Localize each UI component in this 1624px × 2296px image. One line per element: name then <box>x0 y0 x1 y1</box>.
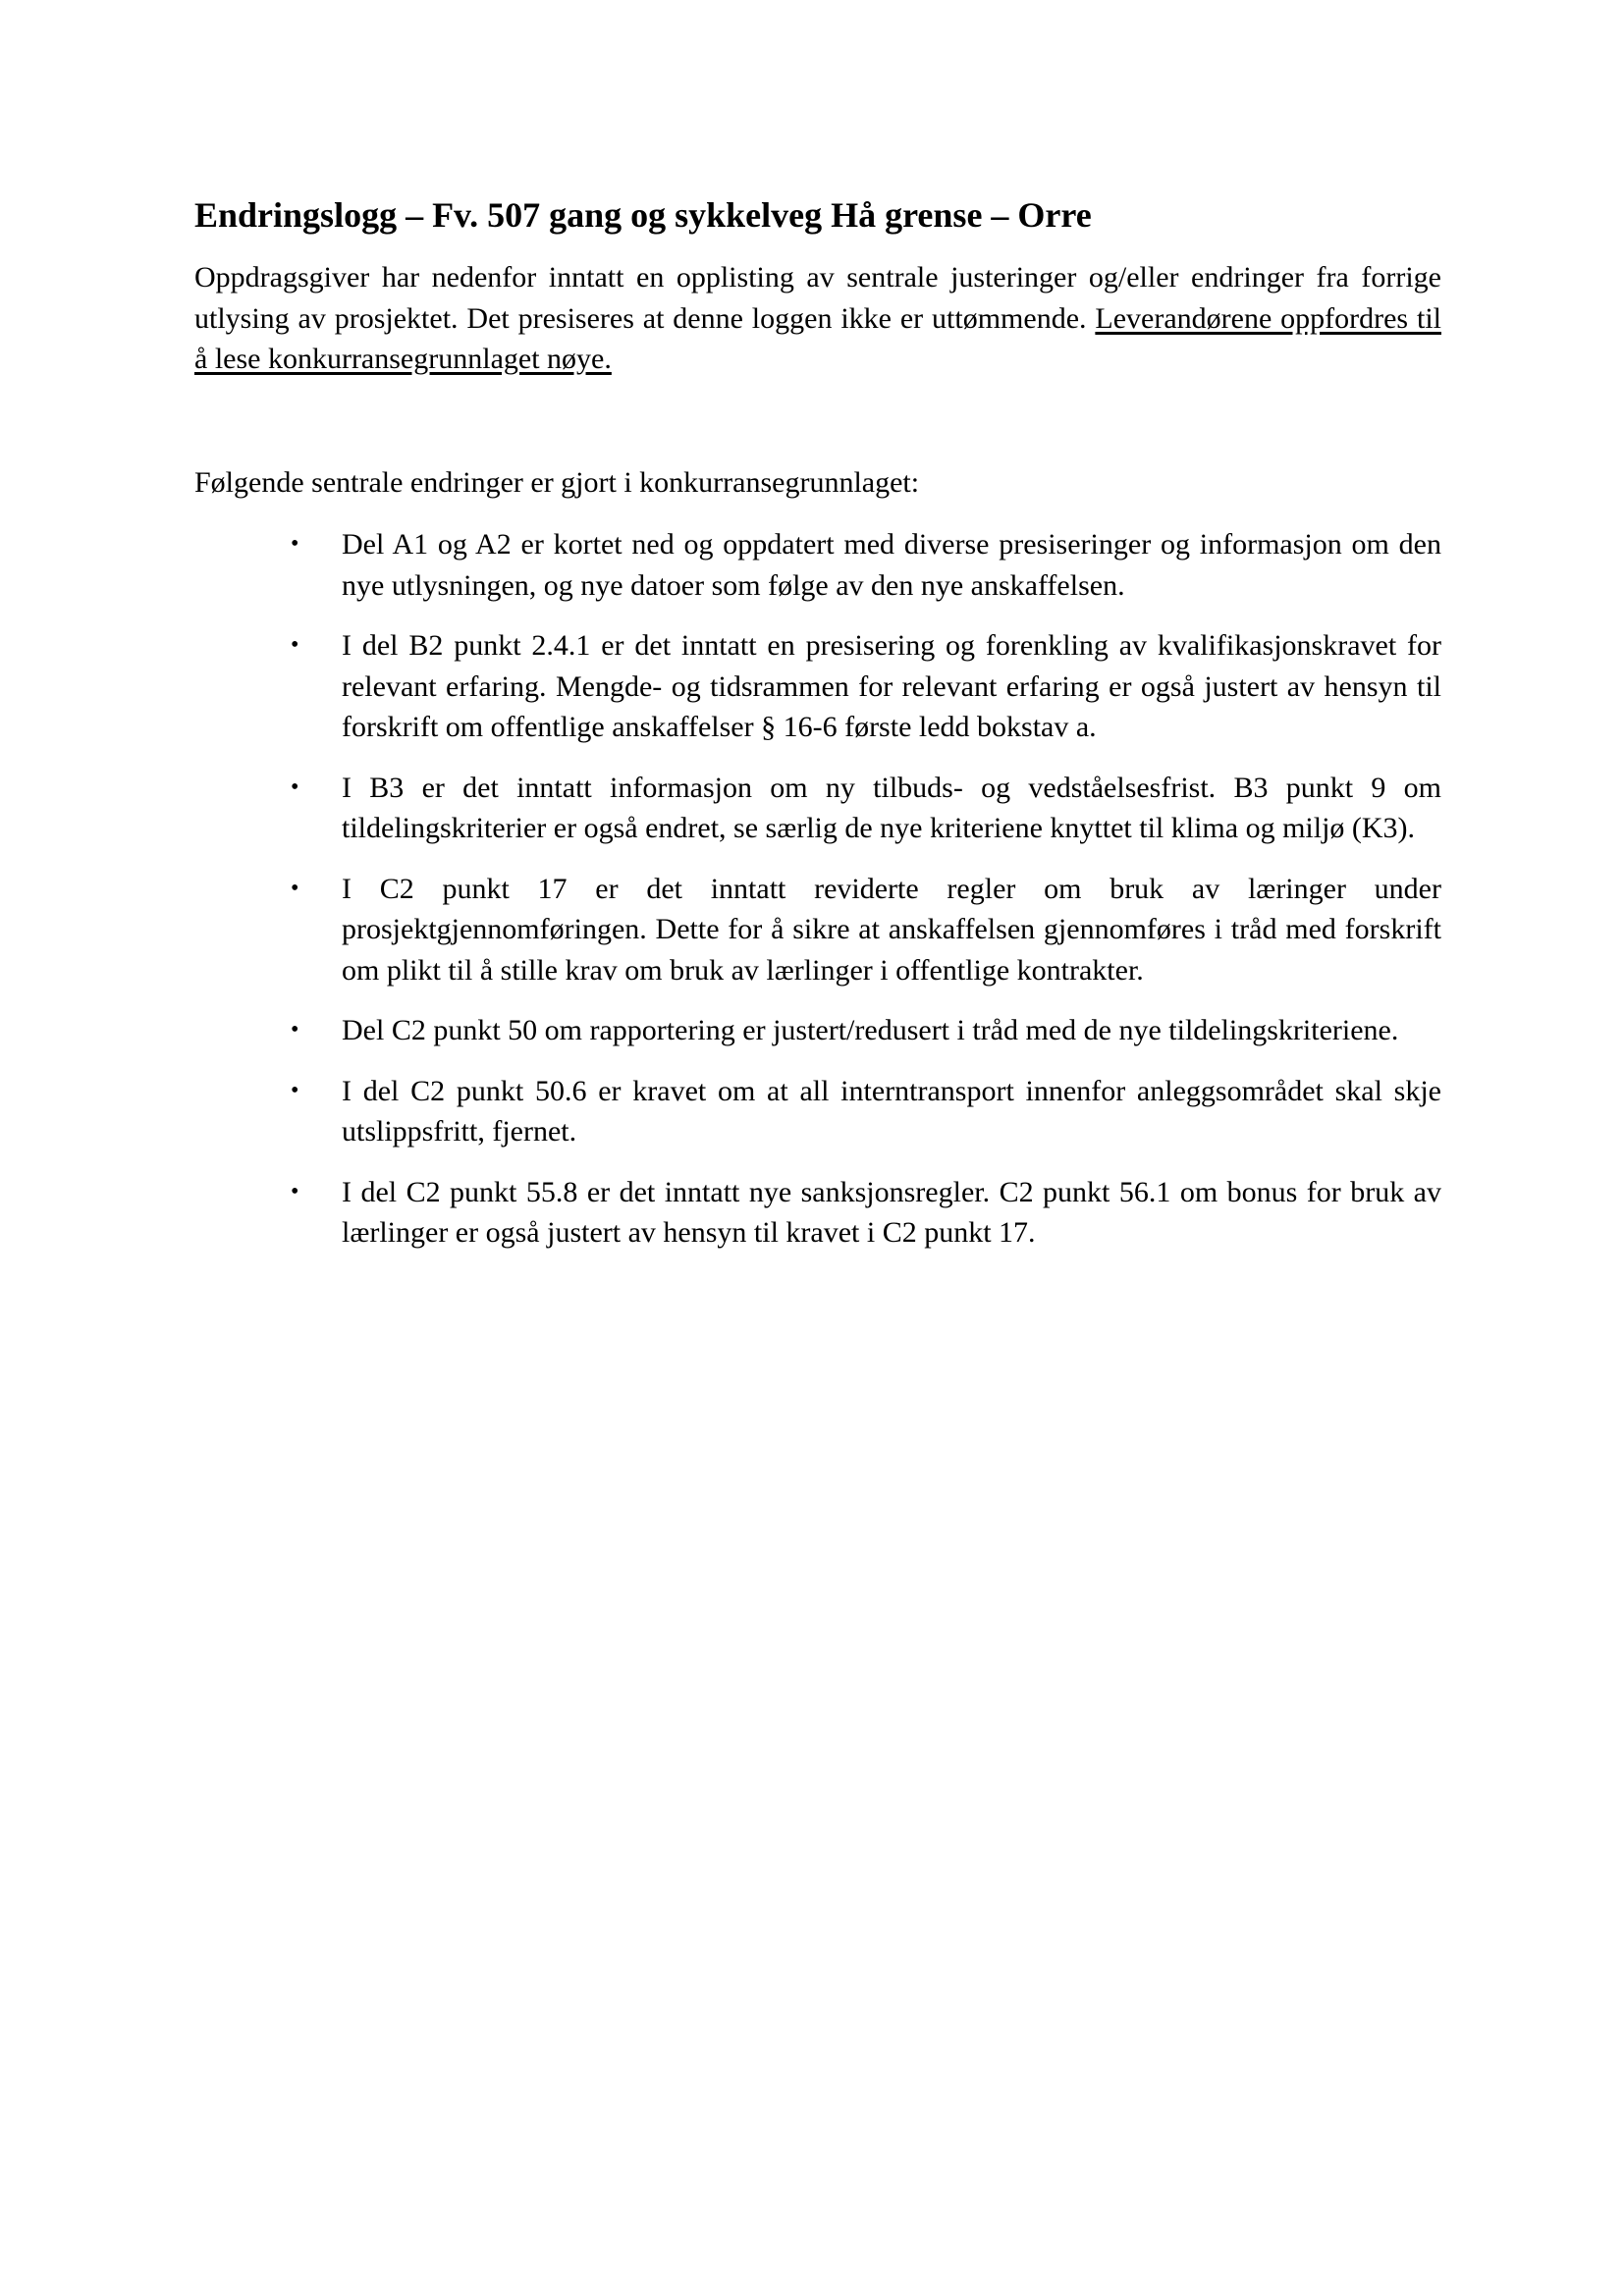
change-item-text: I B3 er det inntatt informasjon om ny tilbuds- og vedståelsesfrist. B3 punkt 9 om tildelingskriterier er også endret, se særlig de nye kriteriene knyttet til klima og miljø (K3). <box>342 771 1441 844</box>
change-item-text: I del B2 punkt 2.4.1 er det inntatt en presisering og forenkling av kvalifikasjonskravet for relevant erfaring. Mengde- og tidsrammen for relevant erfaring er også justert av hensyn til forskrift om offentlige anskaffelser § 16-6 første ledd bokstav a. <box>342 629 1441 743</box>
change-item <box>194 869 1441 991</box>
document-title: Endringslogg – Fv. 507 gang og sykkelveg Hå grense – Orre <box>194 195 1092 235</box>
bullet-icon: • <box>291 1017 299 1042</box>
change-item-text: Del A1 og A2 er kortet ned og oppdatert med diverse presiseringer og informasjon om den nye utlysningen, og nye datoer som følge av den nye anskaffelsen. <box>342 528 1441 602</box>
bullet-icon: • <box>291 531 299 557</box>
change-item <box>194 1172 1441 1254</box>
document-page <box>194 192 1441 1273</box>
intro-underlined-text: Leverandørene oppfordres til å lese konkurransegrunnlaget nøye. <box>194 301 1441 375</box>
change-item-text: I del C2 punkt 50.6 er kravet om at all interntransport innenfor anleggsområdet skal skje utslippsfritt, fjernet. <box>342 1074 1441 1148</box>
bullet-icon: • <box>291 875 299 901</box>
changes-list <box>194 524 1441 1254</box>
change-item-text: I del C2 punkt 55.8 er det inntatt nye sanksjonsregler. C2 punkt 56.1 om bonus for bruk av lærlinger er også justert av hensyn til kravet i C2 punkt 17. <box>342 1175 1441 1249</box>
changes-lead-in: Følgende sentrale endringer er gjort i konkurransegrunnlaget: <box>194 465 920 499</box>
change-item-text: Del C2 punkt 50 om rapportering er justert/redusert i tråd med de nye tildelingskriteriene. <box>342 1014 1399 1046</box>
change-item <box>194 768 1441 849</box>
bullet-icon: • <box>291 632 299 658</box>
intro-paragraph <box>194 257 1441 380</box>
bullet-icon: • <box>291 1178 299 1204</box>
change-item <box>194 524 1441 606</box>
change-item <box>194 1071 1441 1152</box>
change-item <box>194 1010 1441 1051</box>
bullet-icon: • <box>291 1077 299 1103</box>
intro-text: Oppdragsgiver har nedenfor inntatt en opplisting av sentrale justeringer og/eller endringer fra forrige utlysing av prosjektet. Det presiseres at denne loggen ikke er uttømmende. <box>194 261 1441 335</box>
change-item-text: I C2 punkt 17 er det inntatt reviderte regler om bruk av læringer under prosjektgjennomføringen. Dette for å sikre at anskaffelsen gjennomføres i tråd med forskrift om plikt til å stille krav om bruk av lærlinger i offentlige kontrakter. <box>342 872 1441 987</box>
change-item <box>194 625 1441 748</box>
bullet-icon: • <box>291 774 299 800</box>
